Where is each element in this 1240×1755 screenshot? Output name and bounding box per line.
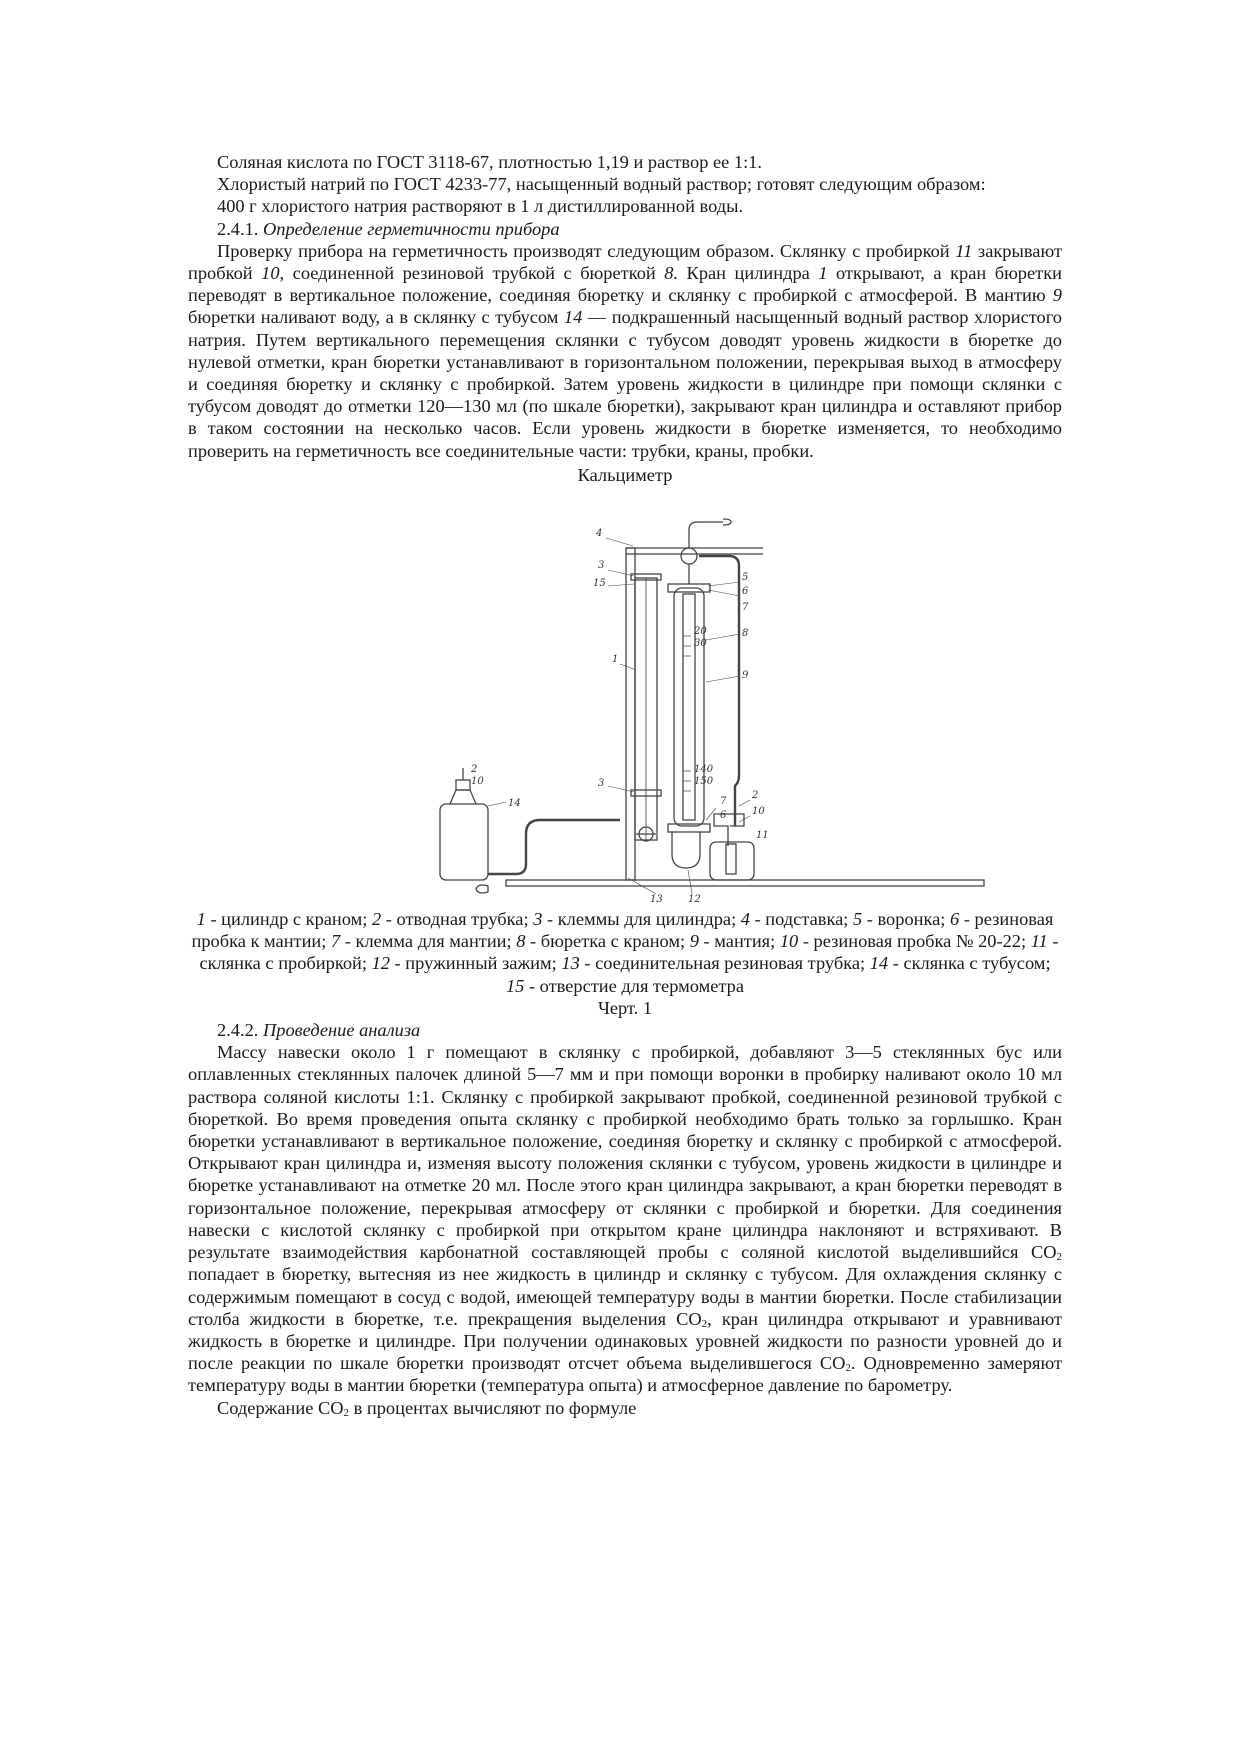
flask-11-neck bbox=[714, 814, 744, 846]
ref-number: 10, bbox=[261, 263, 285, 284]
flask-14 bbox=[440, 804, 488, 880]
leader-lines bbox=[488, 538, 754, 894]
legend-number: 2 bbox=[371, 909, 382, 930]
label-7-top: 7 bbox=[742, 602, 749, 614]
text-run: — подкрашенный насыщенный водный раствор хлористого натрия. Путем вертикального перемещения склянки с тубусом доводят уровень жидкости в бюретке до нулевой отметки, кран бюретки устанавливают в горизонтальном положении, перекрывая выход в атмосферу и соединяя бюретку и склянку с пробиркой. Затем уровень жидкости в цилиндре при помощи склянки с тубусом доводят до отметки 120—130 мл (по шкале бюретки), закрывают кран цилиндра и оставляют прибор в таком состоянии на несколько часов. Если уровень жидкости в бюретке изменяется, то необходимо проверить на герметичность все соединительные части: трубки, краны, пробки. bbox=[188, 307, 1062, 461]
burette-scale bbox=[683, 636, 691, 791]
document-page bbox=[188, 151, 1062, 1419]
section-heading-2-4-1 bbox=[188, 218, 1062, 240]
legend-number: 3 bbox=[533, 909, 543, 930]
ref-number: 8. bbox=[664, 263, 679, 284]
paragraph-nacl-prep: 400 г хлористого натрия растворяют в 1 л дистиллированной воды. bbox=[217, 196, 744, 217]
ref-number: 1 bbox=[818, 263, 828, 284]
label-2-right: 2 bbox=[752, 790, 759, 802]
text-run: закрывают пробкой bbox=[188, 240, 1062, 284]
legend-text: - мантия; bbox=[698, 931, 780, 952]
paragraph-tightness-check bbox=[188, 240, 1062, 462]
subscript: 2 bbox=[845, 1362, 851, 1375]
legend-text: - клемма для мантии; bbox=[340, 931, 517, 952]
stand-post bbox=[626, 548, 635, 880]
legend-text: - резиновая пробка № 20-22; bbox=[798, 931, 1031, 952]
paragraph-nacl: Хлористый натрий по ГОСТ 4233-77, насыщенный водный раствор; готовят следующим образом: bbox=[217, 174, 986, 195]
burette-tap bbox=[681, 548, 697, 564]
label-10-right: 10 bbox=[752, 806, 765, 818]
text-run: в процентах вычисляют по формуле bbox=[349, 1397, 637, 1418]
section-number: 2.4.2. bbox=[217, 1020, 263, 1041]
text-run: попадает в бюретку, вытесняя из нее жидкость в цилиндр и склянку с тубусом. Для охлаждения склянку с содержимым помещают в сосуд с водой, имеющей температуру воды в мантии бюретки. После стабилизации столба жидкости в бюретке, т.е. прекращения выделения CO bbox=[188, 1264, 1062, 1329]
text-run: , кран цилиндра открывают и уравнивают жидкость в бюретке и цилиндре. При получении одинаковых уровней жидкости по разности уровней до и после реакции по шкале бюретки производят отсчет объема выделившегося CO bbox=[188, 1308, 1062, 1374]
text-run: . Одновременно замеряют температуру воды в мантии бюретки (температура опыта) и атмосферное давление по барометру. bbox=[188, 1353, 1062, 1396]
mantle bbox=[674, 588, 704, 826]
label-13: 13 bbox=[650, 894, 663, 906]
scale-140: 140 bbox=[694, 764, 714, 776]
label-12: 12 bbox=[688, 894, 701, 906]
calcimeter-drawing bbox=[188, 486, 1062, 906]
label-14: 14 bbox=[508, 798, 521, 810]
legend-number: 5 bbox=[852, 909, 863, 930]
label-6-bottom: 6 bbox=[720, 810, 727, 822]
figure-legend bbox=[188, 908, 1062, 997]
legend-number: 6 bbox=[950, 909, 960, 930]
legend-number: 4 bbox=[740, 909, 750, 930]
ref-number: 11 bbox=[955, 240, 973, 261]
paragraph-formula-intro bbox=[188, 1397, 1062, 1419]
label-11: 11 bbox=[756, 830, 769, 842]
legend-text: - склянка с тубусом; bbox=[888, 953, 1051, 974]
legend-number: 15 bbox=[505, 975, 525, 996]
legend-number: 8 bbox=[516, 931, 526, 952]
section-title: Определение герметичности прибора bbox=[262, 218, 560, 239]
text-run: бюретки наливают воду, а в склянку с тубусом bbox=[188, 307, 564, 328]
flask-14-shoulder bbox=[450, 790, 476, 804]
legend-number: 11 bbox=[1030, 931, 1048, 952]
legend-number: 7 bbox=[330, 931, 341, 952]
legend-number: 14 bbox=[869, 953, 889, 974]
legend-items bbox=[192, 909, 1059, 996]
label-2-left: 2 bbox=[471, 764, 478, 776]
paragraph-hcl: Соляная кислота по ГОСТ 3118-67, плотностью 1,19 и раствор ее 1:1. bbox=[217, 152, 763, 172]
legend-text: - отводная трубка; bbox=[381, 909, 534, 930]
rubber-tube bbox=[488, 820, 620, 874]
legend-text: - пружинный зажим; bbox=[389, 953, 562, 974]
text-run: Проверку прибора на герметичность производят следующим образом. Склянку с пробиркой bbox=[217, 240, 956, 261]
label-4: 4 bbox=[596, 528, 603, 540]
legend-text: - бюретка с краном; bbox=[525, 931, 690, 952]
ref-number: 9 bbox=[1052, 285, 1062, 306]
stand-base bbox=[506, 880, 984, 886]
label-1: 1 bbox=[612, 654, 619, 666]
base-handle bbox=[476, 885, 488, 893]
scale-30: 30 bbox=[694, 638, 707, 650]
legend-text: - клеммы для цилиндра; bbox=[542, 909, 741, 930]
section-number: 2.4.1. bbox=[217, 218, 263, 239]
scale-20: 20 bbox=[694, 626, 707, 638]
flask-14-stopper bbox=[456, 780, 470, 790]
ref-number: 14 bbox=[563, 307, 583, 328]
figure-caption: Черт. 1 bbox=[597, 997, 653, 1018]
label-9: 9 bbox=[742, 670, 749, 682]
text-run: соединенной резиновой трубкой с бюреткой bbox=[284, 263, 665, 284]
legend-number: 9 bbox=[689, 931, 699, 952]
u-connector bbox=[672, 832, 700, 868]
legend-number: 10 bbox=[779, 931, 799, 952]
legend-number: 1 bbox=[196, 909, 206, 930]
label-6-top: 6 bbox=[742, 586, 749, 598]
label-3-top: 3 bbox=[598, 560, 605, 572]
figure-title: Кальциметр bbox=[577, 464, 673, 485]
subscript: 2 bbox=[1056, 1251, 1062, 1264]
label-5: 5 bbox=[742, 572, 749, 584]
legend-number: 13 bbox=[561, 953, 580, 974]
legend-text: - соединительная резиновая трубка; bbox=[579, 953, 870, 974]
subscript: 2 bbox=[701, 1317, 708, 1330]
text-run: Содержание CO bbox=[217, 1397, 344, 1418]
outlet-tube-top bbox=[689, 522, 723, 548]
scale-150: 150 bbox=[694, 776, 714, 788]
calcimeter-figure bbox=[188, 486, 1062, 906]
label-15: 15 bbox=[593, 578, 606, 590]
legend-text: - цилиндр с краном; bbox=[205, 909, 372, 930]
legend-text: - воронка; bbox=[862, 909, 951, 930]
outlet-tube-end bbox=[723, 519, 731, 525]
subscript: 2 bbox=[343, 1406, 350, 1419]
section-title: Проведение анализа bbox=[262, 1020, 421, 1041]
legend-text: - подставка; bbox=[749, 909, 853, 930]
paragraph-analysis bbox=[188, 1041, 1062, 1396]
label-10-left: 10 bbox=[471, 776, 484, 788]
legend-number: 12 bbox=[371, 953, 390, 974]
text-run: открывают, а кран бюретки переводят в вертикальное положение, соединяя бюретку и склянку с пробиркой с атмосферой. В мантию bbox=[188, 263, 1062, 306]
mantle-stopper-bottom bbox=[668, 824, 710, 832]
label-3-bottom: 3 bbox=[598, 778, 605, 790]
section-heading-2-4-2 bbox=[188, 1019, 1062, 1041]
text-run: Массу навески около 1 г помещают в склянку с пробиркой, добавляют 3—5 стеклянных бус или оплавленных стеклянных палочек длиной 5—7 мм и при помощи воронки в пробирку наливают около 10 мл раствора соляной кислоты 1:1. Склянку с пробиркой закрывают пробкой, соединенной резиновой трубкой с бюреткой. Во время проведения опыта склянку с пробиркой необходимо брать только за горлышко. Кран бюретки устанавливают в вертикальное положение, соединяя бюретку и склянку с пробиркой с атмосферой. Открывают кран цилиндра и, изменяя высоту положения склянки с тубусом, уровень жидкости в цилиндре и бюретке устанавливают на отметке 20 мл. После этого кран цилиндра закрывают, а кран бюретки переводят в горизонтальное положение, перекрывая атмосферу от склянки с пробиркой и бюретки. Для соединения навески с кислотой склянку с пробиркой при открытом кране цилиндра наклоняют и встряхивают. В результате взаимодействия карбонатной составляющей пробы с соляной кислотой выделившийся CO bbox=[188, 1042, 1062, 1263]
legend-text: - склянка с пробиркой; bbox=[199, 931, 1059, 974]
legend-text: - отверстие для термометра bbox=[524, 975, 745, 996]
test-tube bbox=[726, 844, 736, 874]
text-run: Кран цилиндра bbox=[678, 263, 819, 284]
legend-text: - резиновая пробка к мантии; bbox=[191, 909, 1054, 952]
label-7-bottom: 7 bbox=[720, 796, 727, 808]
label-8: 8 bbox=[742, 628, 749, 640]
